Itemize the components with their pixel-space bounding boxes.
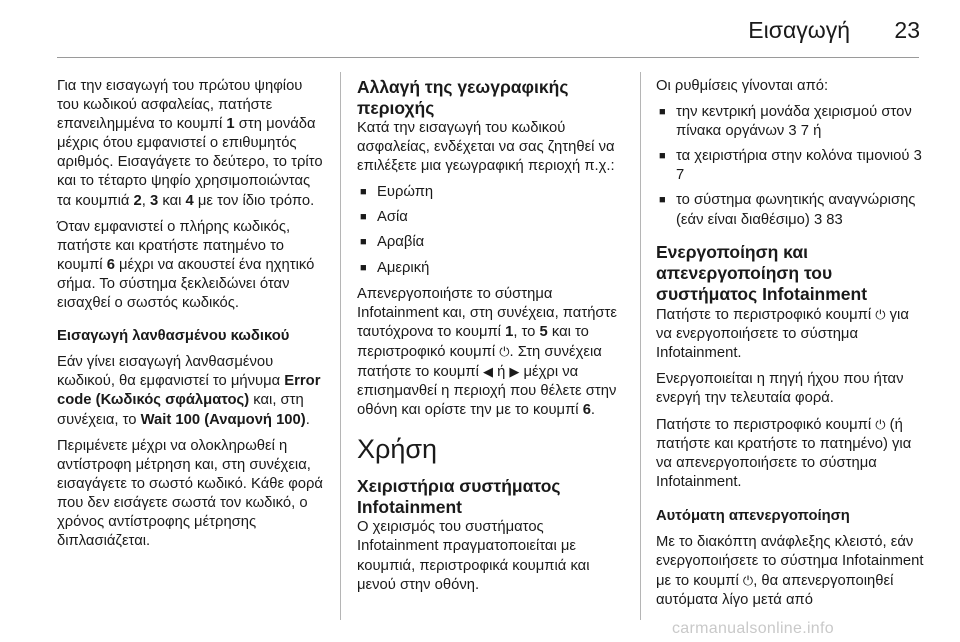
power-knob-icon: ⏻ bbox=[499, 343, 510, 359]
column-3 bbox=[656, 77, 928, 617]
page-ref: 3 7 ή bbox=[788, 123, 822, 140]
countdown-paragraph: Περιμένετε μέχρι να ολοκληρωθεί η αντίστροφη μέτρηση και, στη συνέχεια, εισαγάγετε το σωστό κωδικό. Κάθε φορά που δεν εισάγετε σωστά τον κωδικό, ο χρόνος αντίστροφης μέτρησης διπλασιάζεται. bbox=[57, 437, 323, 550]
page-ref: 3 83 bbox=[813, 211, 843, 228]
controls-paragraph: Ο χειρισμός του συστήματος Infotainment πραγματοποιείται με κουμπιά, περιστροφικά κουμπιά και μενού στην οθόνη. bbox=[357, 519, 590, 593]
list-item: ■ Αραβία bbox=[357, 233, 629, 252]
column-1 bbox=[57, 77, 327, 558]
power-knob-icon: ⏻ bbox=[875, 417, 886, 433]
watermark: carmanualsonline.info bbox=[672, 620, 834, 637]
controls-heading: Χειριστήρια συστήματος Infotainment bbox=[357, 476, 561, 518]
page-header bbox=[0, 0, 960, 60]
list-item: ■ το σύστημα φωνητικής αναγνώρισης (εάν είναι διαθέσιμο) 3 83 bbox=[656, 191, 928, 229]
list-item: ■ Αμερική bbox=[357, 259, 629, 278]
power-knob-icon: ⏻ bbox=[742, 572, 754, 588]
arrow-left-icon: ◀ bbox=[482, 364, 493, 380]
page-number: 23 bbox=[894, 17, 920, 43]
code-entry-paragraph: Για την εισαγωγή του πρώτου ψηφίου του κωδικού ασφαλείας, πατήστε επανειλημμένα το κουμπί 1 στη μονάδα μέχρις ότου εμφανιστεί ο επιθυμητός αριθμός. Εισαγάγετε το δεύτερο, το τρίτο και το τέταρτο ψηφίο χρησιμοποιώντας τα κουμπιά 2, 3 και 4 με τον ίδιο τρόπο. bbox=[57, 78, 323, 209]
settings-list bbox=[656, 103, 928, 230]
region-intro: Κατά την εισαγωγή του κωδικού ασφαλείας, ενδέχεται να σας ζητηθεί να επιλέξετε μια γεωγραφική περιοχή π.χ.: bbox=[357, 120, 615, 175]
page-ref: 3 7 bbox=[676, 148, 922, 184]
page-title: Εισαγωγή bbox=[748, 17, 850, 43]
column-divider-1 bbox=[340, 72, 341, 620]
column-divider-2 bbox=[640, 72, 641, 620]
list-item: ■ Ευρώπη bbox=[357, 183, 629, 202]
settings-intro: Οι ρυθμίσεις γίνονται από: bbox=[656, 78, 829, 94]
region-instructions: Απενεργοποιήστε το σύστημα Infotainment και, στη συνέχεια, πατήστε ταυτόχρονα το κουμπί 1, το 5 και το περιστροφικό κουμπί ⏻. Στη συνέχεια πατήστε το κουμπί ◀ ή ▶ μέχρι να επισημανθεί η περιοχή που θέλετε στην οθόνη και ορίστε την με το κουμπί 6. bbox=[357, 285, 617, 419]
wrong-code-paragraph: Εάν γίνει εισαγωγή λανθασμένου κωδικού, θα εμφανιστεί το μήνυμα Error code (Κωδικός σφάλματος) και, στη συνέχεια, το Wait 100 (Αναμονή 100). bbox=[57, 354, 321, 428]
use-heading: Χρήση bbox=[357, 434, 438, 465]
arrow-right-icon: ▶ bbox=[509, 364, 520, 380]
last-source-paragraph: Ενεργοποιείται η πηγή ήχου που ήταν ενεργή την τελευταία φορά. bbox=[656, 370, 904, 407]
code-confirm-paragraph: Όταν εμφανιστεί ο πλήρης κωδικός, πατήστε και κρατήστε πατημένο το κουμπί 6 μέχρι να ακουστεί ένα ηχητικό σήμα. Το σύστημα ξεκλειδώνει όταν εισαχθεί ο σωστός κωδικός. bbox=[57, 218, 315, 312]
auto-off-heading: Αυτόματη απενεργοποίηση bbox=[656, 507, 850, 524]
list-item: ■ την κεντρική μονάδα χειρισμού στον πίνακα οργάνων 3 7 ή bbox=[656, 103, 928, 141]
power-off-paragraph: Πατήστε το περιστροφικό κουμπί ⏻ (ή πατήστε και κρατήστε το πατημένο) για να απενεργοποιήσετε το σύστημα Infotainment. bbox=[656, 417, 912, 491]
column-2 bbox=[357, 77, 629, 602]
region-list bbox=[357, 183, 629, 277]
power-on-paragraph: Πατήστε το περιστροφικό κουμπί ⏻ για να ενεργοποιήσετε το σύστημα Infotainment. bbox=[656, 306, 909, 361]
onoff-heading: Ενεργοποίηση και απενεργοποίηση του συστήματος Infotainment bbox=[656, 241, 868, 304]
wrong-code-heading: Εισαγωγή λανθασμένου κωδικού bbox=[57, 328, 290, 345]
list-item: ■ Ασία bbox=[357, 208, 629, 227]
list-item: ■ τα χειριστήρια στην κολόνα τιμονιού 3 7 bbox=[656, 147, 928, 185]
power-knob-icon: ⏻ bbox=[875, 306, 886, 322]
region-heading: Αλλαγή της γεωγραφικής περιοχής bbox=[357, 77, 569, 118]
auto-off-paragraph: Με το διακόπτη ανάφλεξης κλειστό, εάν ενεργοποιήσετε το σύστημα Infotainment με το κουμπί ⏻, θα απενεργοποιηθεί αυτόματα λίγο μετά από bbox=[656, 533, 924, 608]
header-rule bbox=[57, 57, 919, 58]
